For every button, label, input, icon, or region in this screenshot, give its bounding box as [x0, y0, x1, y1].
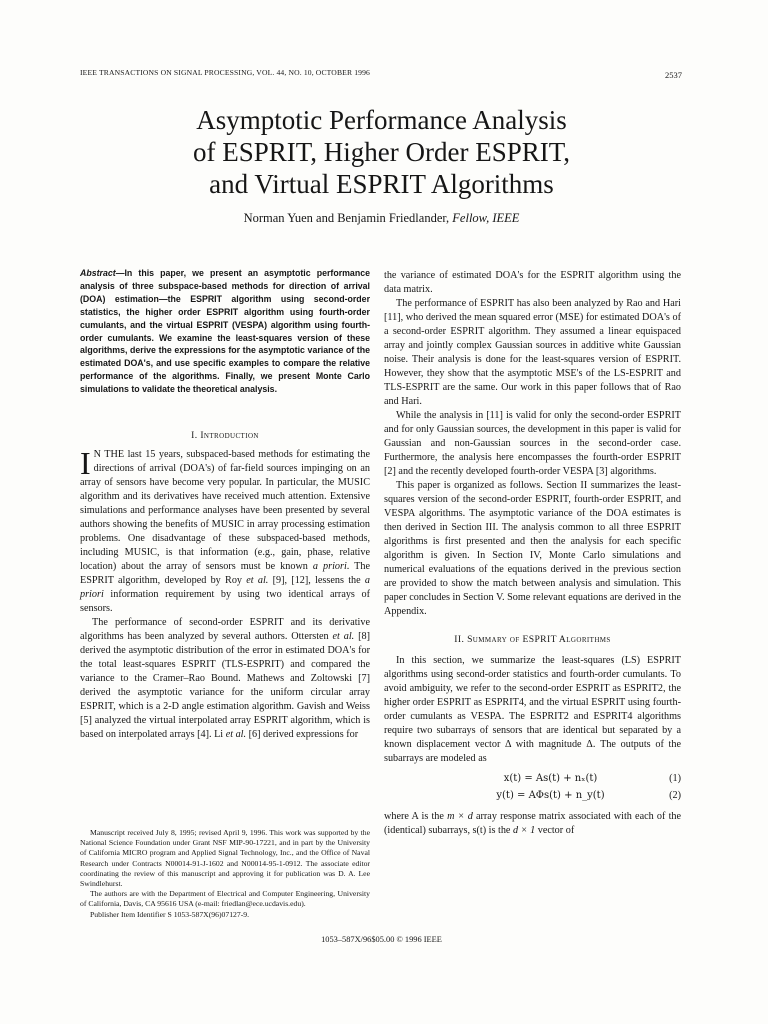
running-head: IEEE TRANSACTIONS ON SIGNAL PROCESSING, VOL. 44, NO. 10, OCTOBER 1996 — [80, 68, 370, 77]
intro-emphasis: et al. — [246, 575, 269, 587]
intro-emphasis: a priori — [80, 575, 370, 601]
left-column — [80, 267, 370, 742]
body-text: array response matrix associated with each of the (identical) subarrays, s(t) is the — [384, 811, 682, 836]
abstract — [80, 267, 370, 396]
abstract-text: —In this paper, we present an asymptotic performance analysis of three subspace-based methods for direction of arrival (DOA) estimation—the ESPRIT algorithm using second-order statistics, the higher order ESPRIT algorithm using fourth-order cumulants, and the virtual ESPRIT (VESPA) algorithm using fourth-order cumulants. We examine the least-squares version of these algorithms, derive the expressions for the asymptotic variance of the estimated DOA's, and use specific examples to compare the relative performance of the algorithms. Finally, we present Monte Carlo simulations to validate the theoretical analysis. — [80, 268, 370, 395]
right-paragraph-1: The performance of ESPRIT has also been analyzed by Rao and Hari [11], who derived the mean squared error (MSE) for estimated DOA's of a second-order ESPRIT algorithm. They assumed a linear equispaced array and jointly complex Gaussian sources in additive white Gaussian noise. Their analysis is done for the least-squares version of ESPRIT. However, they show that the asymptotic MSE's of the LS-ESPRIT and TLS-ESPRIT are the same. Our work in this paper follows that of Rao and Hari. — [384, 298, 681, 407]
intro-text: information requirement by using two identical arrays of sensors. — [80, 589, 370, 615]
body-text: vector of — [535, 825, 575, 836]
paper-title — [80, 104, 683, 200]
author-names: Norman Yuen and Benjamin Friedlander, — [243, 211, 453, 225]
drop-cap: I — [80, 445, 91, 482]
section-1-heading: I. Introduction — [191, 430, 259, 442]
intro-text: . The ESPRIT algorithm, developed by Roy — [80, 561, 371, 587]
intro-paragraph-1 — [80, 445, 371, 616]
body-text: where A is the — [384, 811, 448, 822]
equation-1-body: x(t) = As(t) + nₓ(t) — [503, 772, 598, 784]
equation-1-number: (1) — [669, 772, 681, 784]
equation-2-number: (2) — [669, 789, 681, 801]
page-number: 2537 — [665, 70, 682, 80]
title-line-1: Asymptotic Performance Analysis — [196, 105, 567, 135]
equation-1 — [384, 770, 681, 787]
footnote-publisher-id: Publisher Item Identifier S 1053-587X(96)07127-9. — [90, 909, 250, 919]
copyright-footer: 1053–587X/96$05.00 © 1996 IEEE — [321, 935, 442, 944]
abstract-label: Abstract — [80, 268, 116, 278]
right-paragraph-0: the variance of estimated DOA's for the ESPRIT algorithm using the data matrix. — [384, 270, 681, 295]
intro-text: [6] derived expressions for — [246, 729, 359, 741]
intro-text: [8] derived the asymptotic distribution of the error in estimated DOA's for the total least-squares ESPRIT (TLS-ESPRIT) and compared the variance to the Cramer–Rao Bound. Mathews and Zoltowski [7] derived the asymptotic variance for the uniform circular array ESPRIT, which is a 2-D angle estimation algorithm. Gavish and Weiss [5] analyzed the virtual interpolated array ESPRIT algorithm, which is based on interpolated arrays [4]. Li — [80, 631, 370, 741]
intro-emphasis: a priori — [312, 561, 347, 573]
title-line-2: of ESPRIT, Higher Order ESPRIT, — [193, 137, 570, 167]
math-inline: m × d — [447, 811, 473, 822]
equation-block — [384, 770, 681, 804]
intro-emphasis: et al. — [225, 729, 247, 741]
intro-text: N THE last 15 years, subspaced-based methods for estimating the directions of arrival (DOA's) of far-field sources impinging on an array of sensors have become very popular. In particular, the MUSIC algorithm and its derivatives have received much attention. Extensive simulations and performance analyses have been presented by several authors showing the benefits of MUSIC in array processing estimation problems. One disadvantage of these subspaced-based methods, including MUSIC, is that information (e.g., gain, phase, relative location) about the array of sensors must be known — [80, 449, 370, 573]
section-2-heading: II. Summary of ESPRIT Algorithms — [454, 634, 611, 645]
right-paragraph-3: This paper is organized as follows. Section II summarizes the least-squares version of the second-order ESPRIT, fourth-order ESPRIT, and VESPA algorithms. The asymptotic variance of the DOA estimates is then derived in Section III. The analysis common to all three ESPRIT algorithms is first presented and then the analysis for each specific algorithm is given. In Section IV, Monte Carlo simulations and numerical evaluations of the equations derived in the previous section are provided to show the match between analysis and simulation. This paper concludes in Section V. Some relevant equations are derived in the Appendix. — [384, 480, 681, 617]
intro-paragraph-2 — [80, 616, 370, 742]
section-2-paragraph-1: In this section, we summarize the least-squares (LS) ESPRIT algorithms using second-order statistics and fourth-order cumulants. To avoid ambiguity, we refer to the second-order ESPRIT as ESPRIT2, the higher order ESPRIT as ESPRIT4, and the virtual ESPRIT using fourth-order cumulants as VESPA. The ESPRIT2 and ESPRIT4 algorithms require two subarrays of sensors that are identical but separated by a known displacement vector Δ with magnitude Δ. The outputs of the subarrays are modeled as — [384, 655, 681, 764]
first-page-footnote — [80, 828, 370, 920]
footnote-manuscript: Manuscript received July 8, 1995; revised April 9, 1996. This work was supported by the National Science Foundation under Grant NSF MIP-90-17221, and in part by the University of California MICRO program and Applied Signal Technology, Inc., and the Office of Naval Research under Contracts N00014-91-J-1602 and N00014-95-1-0912. The associate editor coordinating the review of this manuscript and approving it for publication was D. A. Lee Swindlehurst. — [80, 828, 370, 889]
intro-emphasis: et al. — [332, 631, 355, 643]
right-column — [384, 269, 681, 838]
footnote-affiliation: The authors are with the Department of Electrical and Computer Engineering, University of California, Davis, CA 95616 USA (e-mail: friedlan@ece.ucdavis.edu). — [80, 889, 370, 909]
right-paragraph-2: While the analysis in [11] is valid for only the second-order ESPRIT and for only Gaussian sources, the development in this paper is valid for Gaussian and non-Gaussian sources in the second-order case. Furthermore, the analysis here encompasses the fourth-order ESPRIT [2] and the recently developed fourth-order VESPA [3] algorithms. — [384, 410, 681, 477]
intro-text: The performance of second-order ESPRIT and its derivative algorithms has been analyzed by several authors. Ottersten — [80, 617, 370, 643]
equation-2 — [384, 787, 681, 804]
author-line — [80, 211, 683, 226]
section-2-paragraph-2 — [384, 810, 681, 838]
math-inline: d × 1 — [513, 825, 536, 836]
title-line-3: and Virtual ESPRIT Algorithms — [209, 169, 554, 199]
intro-text: [9], [12], lessens the — [268, 575, 365, 587]
author-fellow: Fellow, IEEE — [452, 211, 520, 225]
equation-2-body: y(t) = AΦs(t) + n_y(t) — [496, 789, 605, 801]
